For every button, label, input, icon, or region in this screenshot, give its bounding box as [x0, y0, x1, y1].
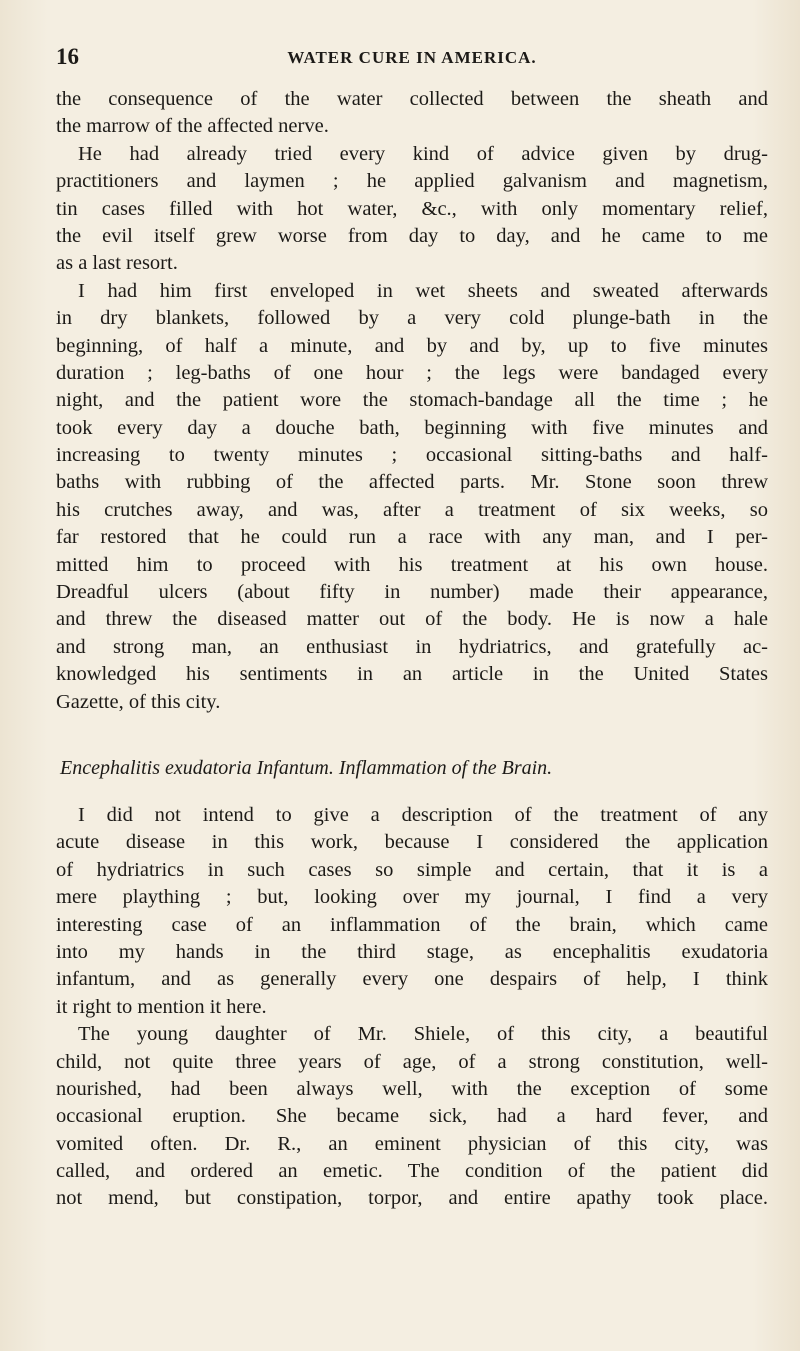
text-line: it right to mention it here. [56, 995, 267, 1018]
text-line: The young daughter of Mr. Shiele, of this city, a beautiful [78, 1023, 768, 1046]
text-line: night, and the patient wore the stomach-bandage all the time ; he [56, 389, 768, 412]
text-line: and threw the diseased matter out of the body. He is now a hale [56, 608, 768, 631]
text-line: the consequence of the water collected between the sheath and [56, 88, 768, 110]
paragraph [56, 1021, 768, 1213]
section-spacer [56, 716, 768, 755]
section-heading: Encephalitis exudatoria Infantum. Inflammation of the Brain. [60, 756, 553, 779]
text-line: the evil itself grew worse from day to day, and he came to me [56, 224, 768, 247]
paragraph [56, 141, 768, 278]
text-line: duration ; leg-baths of one hour ; the legs were bandaged every [56, 361, 768, 384]
text-line: knowledged his sentiments in an article in the United States [56, 663, 768, 686]
text-line: as a last resort. [56, 252, 178, 275]
text-line: Dreadful ulcers (about fifty in number) made their appearance, [56, 581, 768, 604]
text-line: I had him first enveloped in wet sheets and sweated afterwards [78, 279, 768, 302]
text-line: infantum, and as generally every one despairs of help, I think [56, 968, 768, 991]
text-line: not mend, but constipation, torpor, and entire apathy took place. [56, 1187, 768, 1210]
text-line: acute disease in this work, because I considered the application [56, 831, 768, 854]
text-line: mere plaything ; but, looking over my journal, I find a very [56, 886, 768, 909]
text-line: increasing to twenty minutes ; occasional sitting-baths and half- [56, 444, 768, 467]
text-line: his crutches away, and was, after a treatment of six weeks, so [56, 498, 768, 521]
running-head: WATER CURE IN AMERICA. [287, 48, 537, 67]
text-line: tin cases filled with hot water, &c., with only momentary relief, [56, 197, 768, 220]
text-line: nourished, had been always well, with the exception of some [56, 1077, 768, 1100]
text-line: beginning, of half a minute, and by and by, up to five minutes [56, 334, 768, 357]
paragraph [56, 86, 768, 141]
text-line: He had already tried every kind of advice given by drug- [78, 142, 768, 165]
section-spacer [56, 782, 768, 802]
text-line: into my hands in the third stage, as encephalitis exudatoria [56, 940, 768, 963]
text-line: practitioners and laymen ; he applied galvanism and magnetism, [56, 170, 768, 193]
text-line: baths with rubbing of the affected parts. Mr. Stone soon threw [56, 471, 768, 494]
text-line: mitted him to proceed with his treatment at his own house. [56, 553, 768, 576]
text-line: I did not intend to give a description of the treatment of any [78, 803, 768, 826]
text-line: the marrow of the affected nerve. [56, 115, 329, 138]
text-line: occasional eruption. She became sick, had a hard fever, and [56, 1105, 768, 1128]
text-line: Gazette, of this city. [56, 690, 221, 713]
body-text [56, 86, 768, 1213]
text-line: called, and ordered an emetic. The condition of the patient did [56, 1160, 768, 1183]
text-line: vomited often. Dr. R., an eminent physician of this city, was [56, 1132, 768, 1155]
text-line: child, not quite three years of age, of a strong constitution, well- [56, 1050, 768, 1073]
paragraph [56, 278, 768, 716]
text-line: interesting case of an inflammation of the brain, which came [56, 913, 768, 936]
page-header [56, 44, 768, 74]
text-line: and strong man, an enthusiast in hydriatrics, and gratefully ac- [56, 635, 768, 658]
text-line: of hydriatrics in such cases so simple and certain, that it is a [56, 858, 768, 881]
paragraph [56, 802, 768, 1021]
text-line: took every day a douche bath, beginning with five minutes and [56, 416, 768, 439]
text-line: far restored that he could run a race with any man, and I per- [56, 526, 768, 549]
text-line: in dry blankets, followed by a very cold plunge-bath in the [56, 307, 768, 330]
page-number: 16 [56, 44, 79, 69]
